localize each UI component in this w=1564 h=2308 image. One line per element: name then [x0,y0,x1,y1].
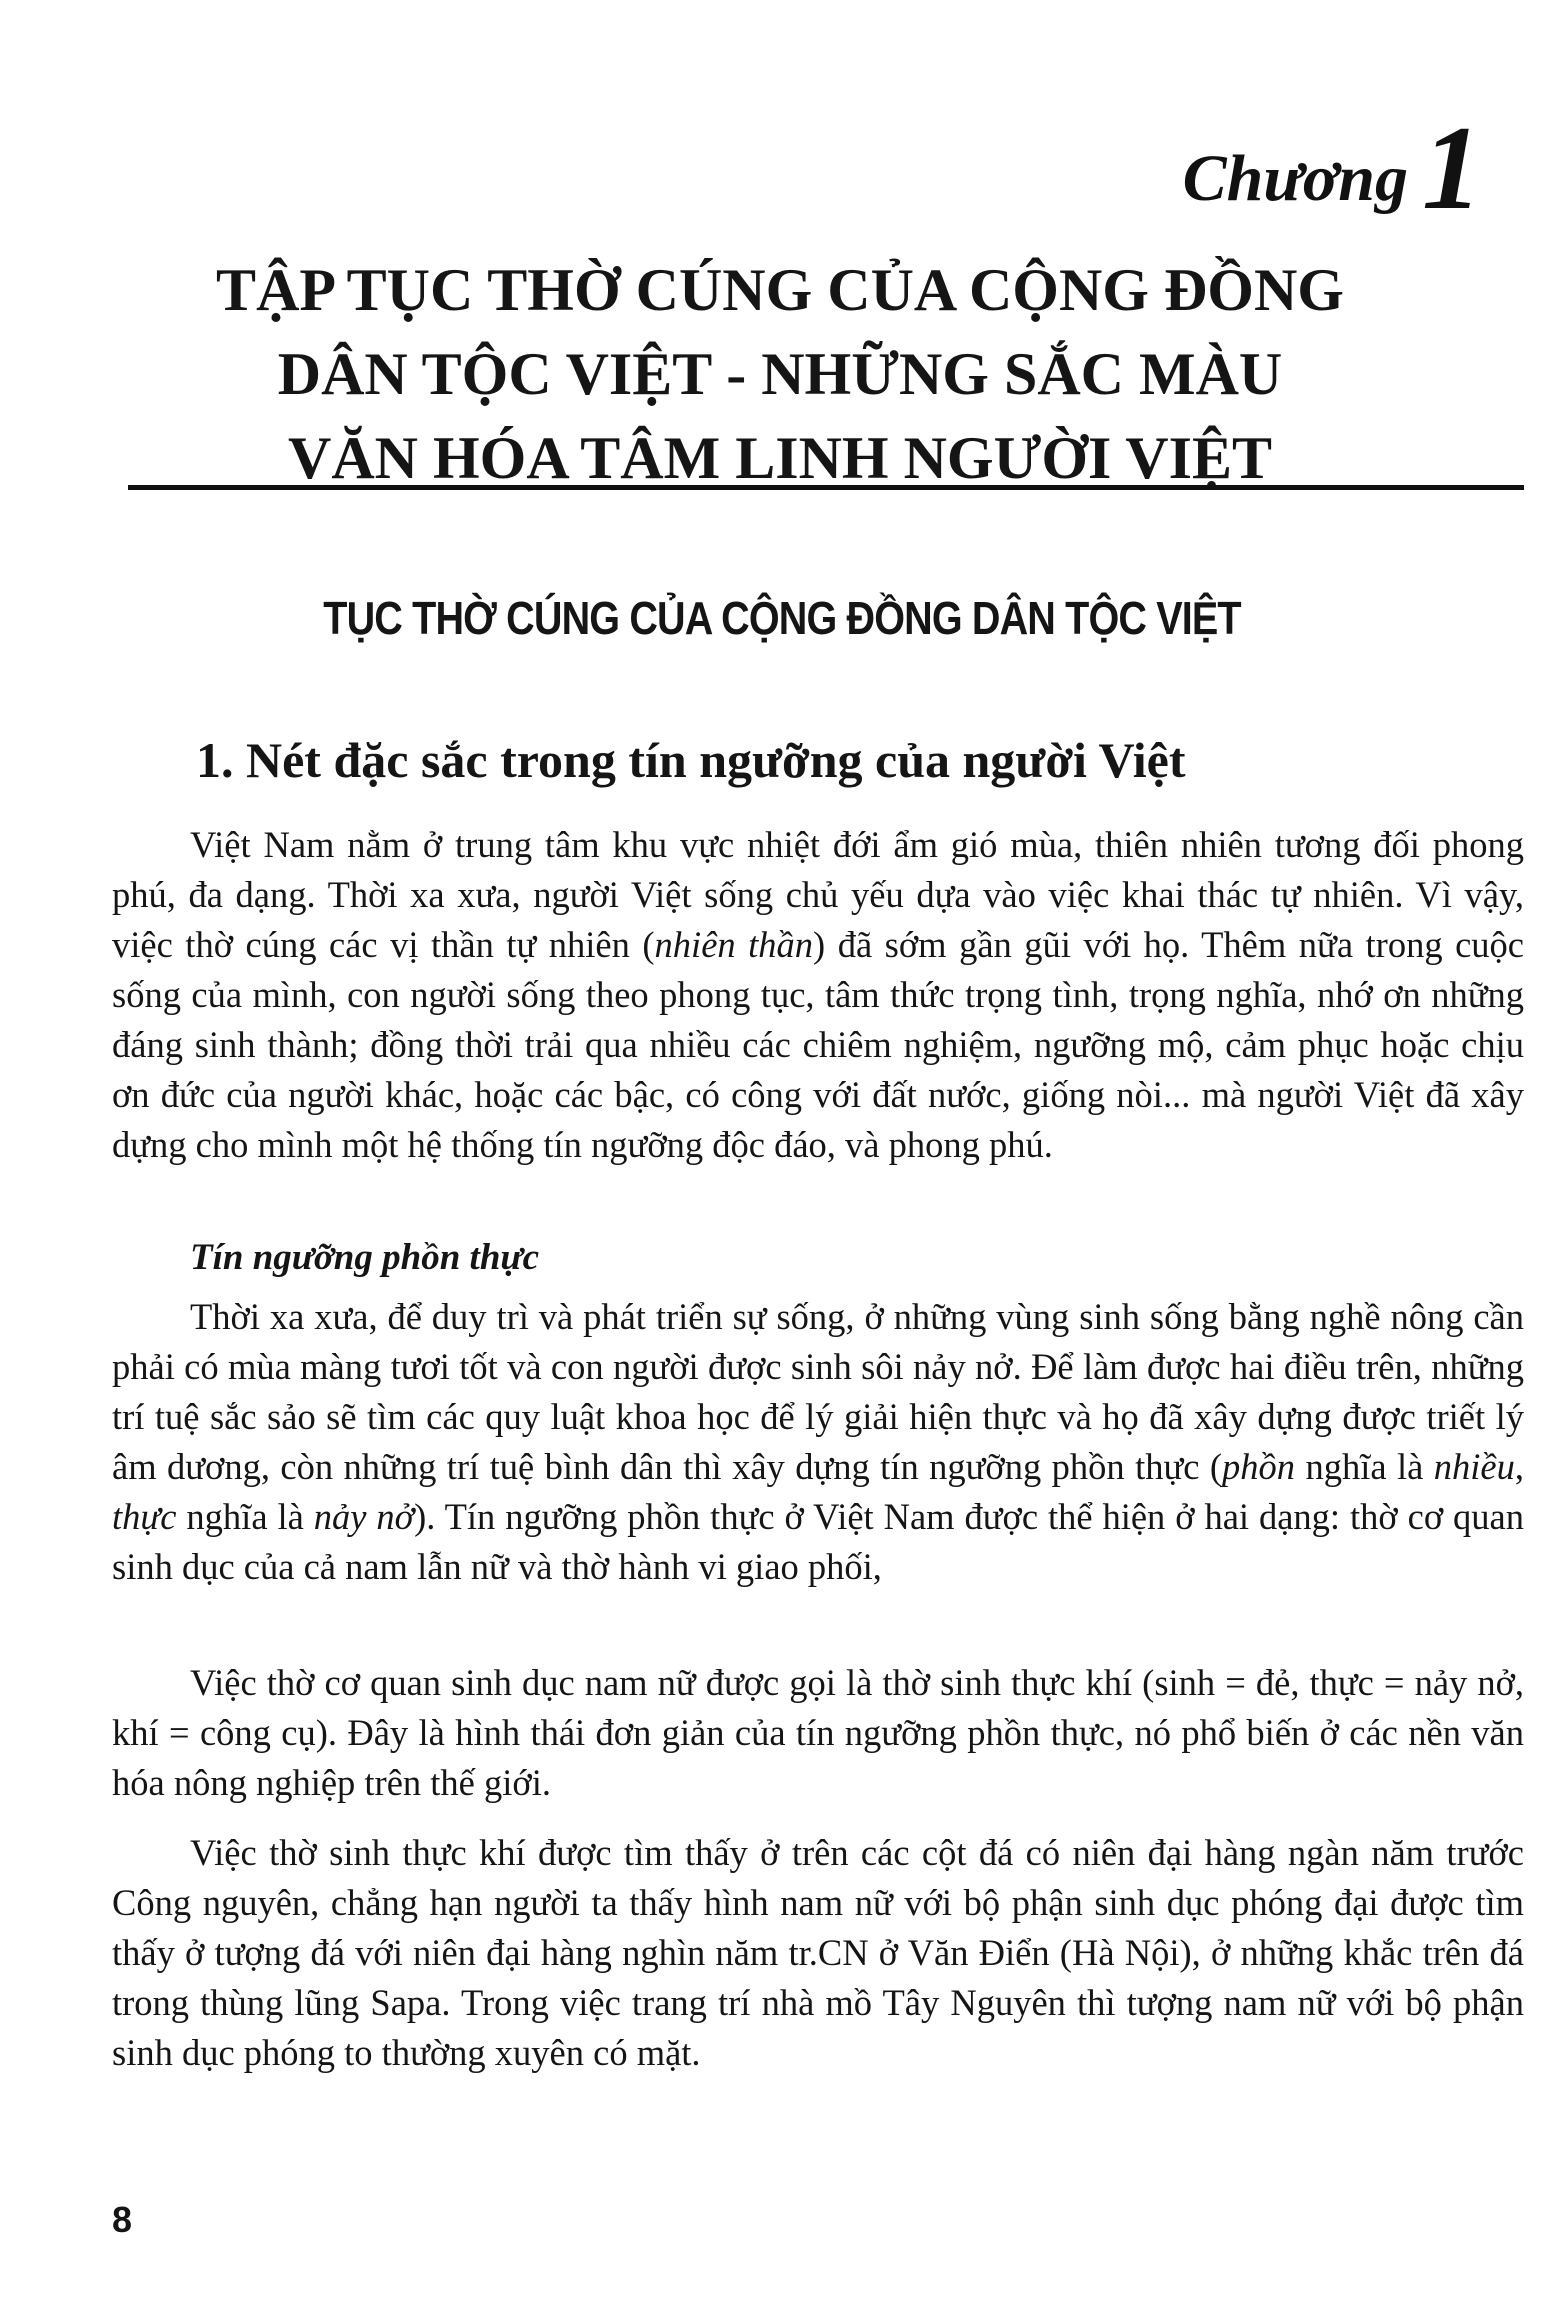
subsection-heading: 1. Nét đặc sắc trong tín ngưỡng của người Việt [196,732,1186,788]
paragraph-3: Việc thờ cơ quan sinh dục nam nữ được gọi là thờ sinh thực khí (sinh = đẻ, thực = nảy nở, khí = công cụ). Đây là hình thái đơn giản của tín ngưỡng phồn thực, nó phổ biến ở các nền văn hóa nông nghiệp trên thế giới. [112,1662,1524,1803]
paragraph-2-text-d: nghĩa là [176,1496,314,1537]
paragraph-2-text-c: , [1514,1446,1524,1487]
paragraph-1-text-b: ) đã sớm gần gũi với họ. Thêm nữa trong cuộc sống của mình, con người sống theo phong tục, tâm thức trọng tình, trọng nghĩa, nhớ ơn những đáng sinh thành; đồng thời trải qua nhiều các chiêm nghiệm, ngưỡng mộ, cảm phục hoặc chịu ơn đức của người khác, hoặc các bậc, có công với đất nước, giống nòi... mà người Việt đã xây dựng cho mình một hệ thống tín ngưỡng độc đáo, và phong phú. [112,924,1524,1165]
section-heading: TỤC THỜ CÚNG CỦA CỘNG ĐỒNG DÂN TỘC VIỆT [323,592,1241,644]
paragraph-2-text-e: ). Tín ngưỡng phồn thực ở Việt Nam được thể hiện ở hai dạng: thờ cơ quan sinh dục của cả nam lẫn nữ và thờ hành vi giao phối, [112,1496,1524,1587]
paragraph-2-italic-term-3: thực [112,1496,177,1537]
italic-subheading: Tín ngưỡng phồn thực [190,1237,539,1278]
chapter-title [130,248,1430,500]
paragraph-2-text-b: nghĩa là [1295,1446,1434,1487]
chapter-title-line-3: VĂN HÓA TÂM LINH NGƯỜI VIỆT [287,425,1273,491]
paragraph-2-text-a: Thời xa xưa, để duy trì và phát triển sự sống, ở những vùng sinh sống bằng nghề nông cần phải có mùa màng tươi tốt và con người được sinh sôi nảy nở. Để làm được hai điều trên, những trí tuệ sắc sảo sẽ tìm các quy luật khoa học để lý giải hiện thực và họ đã xây dựng được triết lý âm dương, còn những trí tuệ bình dân thì xây dựng tín ngưỡng phồn thực ( [112,1296,1524,1487]
paragraph-4: Việc thờ sinh thực khí được tìm thấy ở trên các cột đá có niên đại hàng ngàn năm trước Công nguyên, chẳng hạn người ta thấy hình nam nữ với bộ phận sinh dục phóng đại được tìm thấy ở tượng đá với niên đại hàng nghìn năm tr.CN ở Văn Điển (Hà Nội), ở những khắc trên đá trong thùng lũng Sapa. Trong việc trang trí nhà mồ Tây Nguyên thì tượng nam nữ với bộ phận sinh dục phóng to thường xuyên có mặt. [112,1832,1524,2073]
chapter-word: Chương [1182,142,1408,215]
page-number: 8 [112,2199,133,2240]
paragraph-2-italic-term-1: phồn [1222,1446,1296,1487]
chapter-number: 1 [1422,101,1482,234]
paragraph-1 [112,820,1524,1170]
paragraph-2-italic-term-4: nảy nở [313,1496,415,1537]
title-divider [128,485,1524,490]
paragraph-1-text-a: Việt Nam nằm ở trung tâm khu vực nhiệt đới ẩm gió mùa, thiên nhiên tương đối phong phú, đa dạng. Thời xa xưa, người Việt sống chủ yếu dựa vào việc khai thác tự nhiên. Vì vậy, việc thờ cúng các vị thần tự nhiên ( [112,824,1524,965]
paragraph-2 [112,1292,1524,1592]
chapter-title-line-2: DÂN TỘC VIỆT - NHỮNG SẮC MÀU [277,341,1283,407]
paragraph-1-italic-term: nhiên thần [654,924,814,965]
chapter-label [1182,101,1482,234]
paragraph-2-italic-term-2: nhiều [1433,1446,1515,1487]
chapter-title-line-1: TẬP TỤC THỜ CÚNG CỦA CỘNG ĐỒNG [216,257,1344,323]
